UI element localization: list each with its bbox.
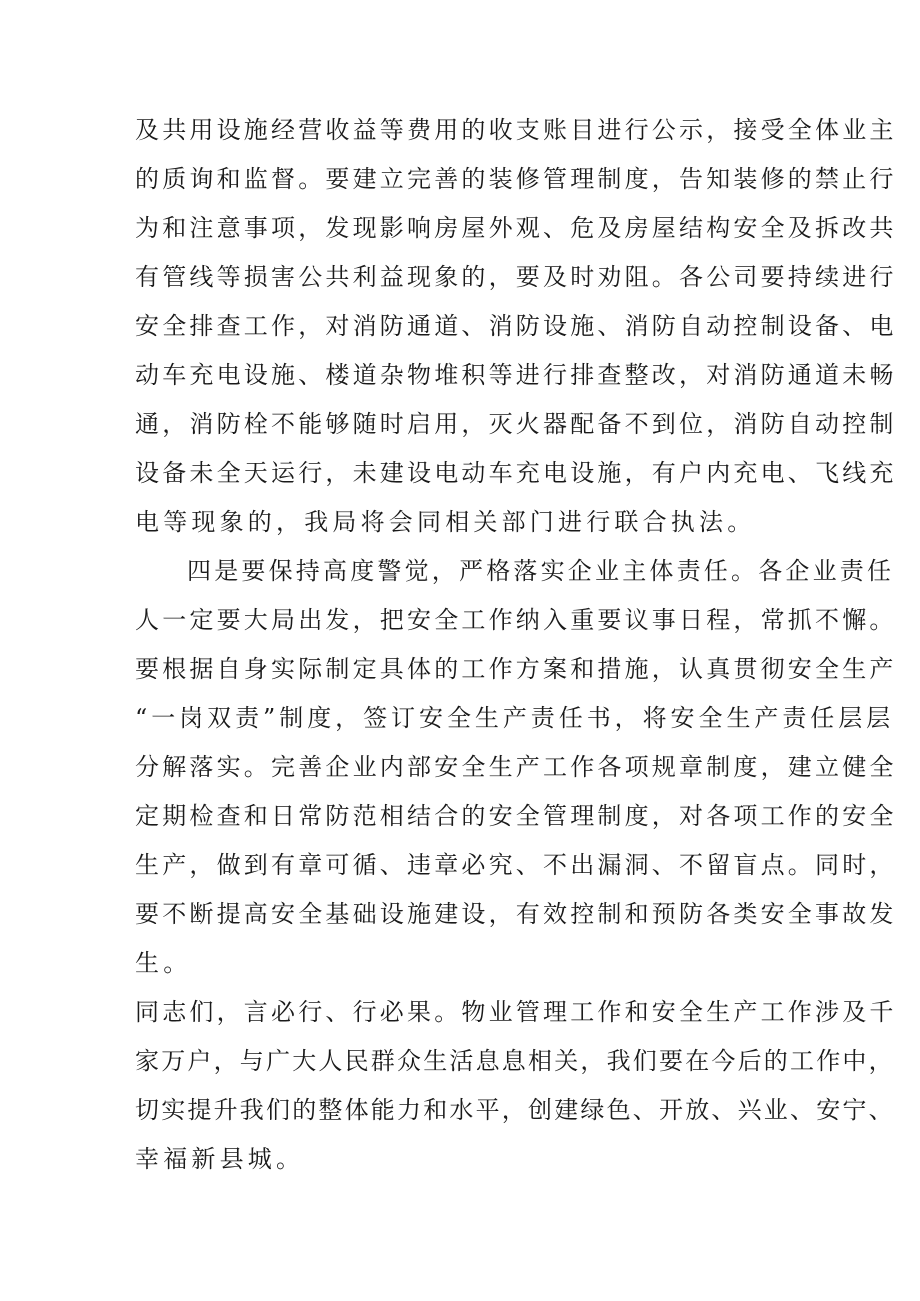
paragraph-first-line: 同志们，言必行、行必果。物业管理工作和安全生产工作涉及千 [135, 998, 897, 1026]
text-line: 切实提升我们的整体能力和水平，创建绿色、开放、兴业、安宁、 [135, 1096, 895, 1124]
text-line: 人一定要大局出发，把安全工作纳入重要议事日程，常抓不懈。 [135, 606, 897, 634]
text-line: 定期检查和日常防范相结合的安全管理制度，对各项工作的安全 [135, 802, 897, 830]
text-line: 生产，做到有章可循、违章必究、不出漏洞、不留盲点。同时， [135, 851, 897, 879]
paragraph-first-line: 四是要保持高度警觉，严格落实企业主体责任。各企业责任 [187, 557, 895, 585]
text-line: 为和注意事项，发现影响房屋外观、危及房屋结构安全及拆改共 [135, 214, 897, 242]
text-line: 分解落实。完善企业内部安全生产工作各项规章制度，建立健全 [135, 753, 897, 781]
text-line: 及共用设施经营收益等费用的收支账目进行公示，接受全体业主 [135, 116, 897, 144]
text-line: 生。 [135, 949, 192, 977]
text-line: “一岗双责”制度，签订安全生产责任书，将安全生产责任层层 [135, 704, 895, 732]
text-line: 设备未全天运行，未建设电动车充电设施，有户内充电、飞线充 [135, 459, 897, 487]
text-line: 安全排查工作，对消防通道、消防设施、消防自动控制设备、电 [135, 312, 897, 340]
text-line: 的质询和监督。要建立完善的装修管理制度，告知装修的禁止行 [135, 165, 897, 193]
text-line: 有管线等损害公共利益现象的，要及时劝阻。各公司要持续进行 [135, 263, 897, 291]
text-line: 动车充电设施、楼道杂物堆积等进行排查整改，对消防通道未畅 [135, 361, 897, 389]
text-line: 要不断提高安全基础设施建设，有效控制和预防各类安全事故发 [135, 900, 897, 928]
text-line: 幸福新县城。 [135, 1145, 305, 1173]
text-line: 通，消防栓不能够随时启用，灭火器配备不到位，消防自动控制 [135, 410, 897, 438]
text-line: 要根据自身实际制定具体的工作方案和措施，认真贯彻安全生产 [135, 655, 897, 683]
text-line: 家万户，与广大人民群众生活息息相关，我们要在今后的工作中， [135, 1047, 895, 1075]
text-line: 电等现象的，我局将会同相关部门进行联合执法。 [135, 508, 756, 536]
